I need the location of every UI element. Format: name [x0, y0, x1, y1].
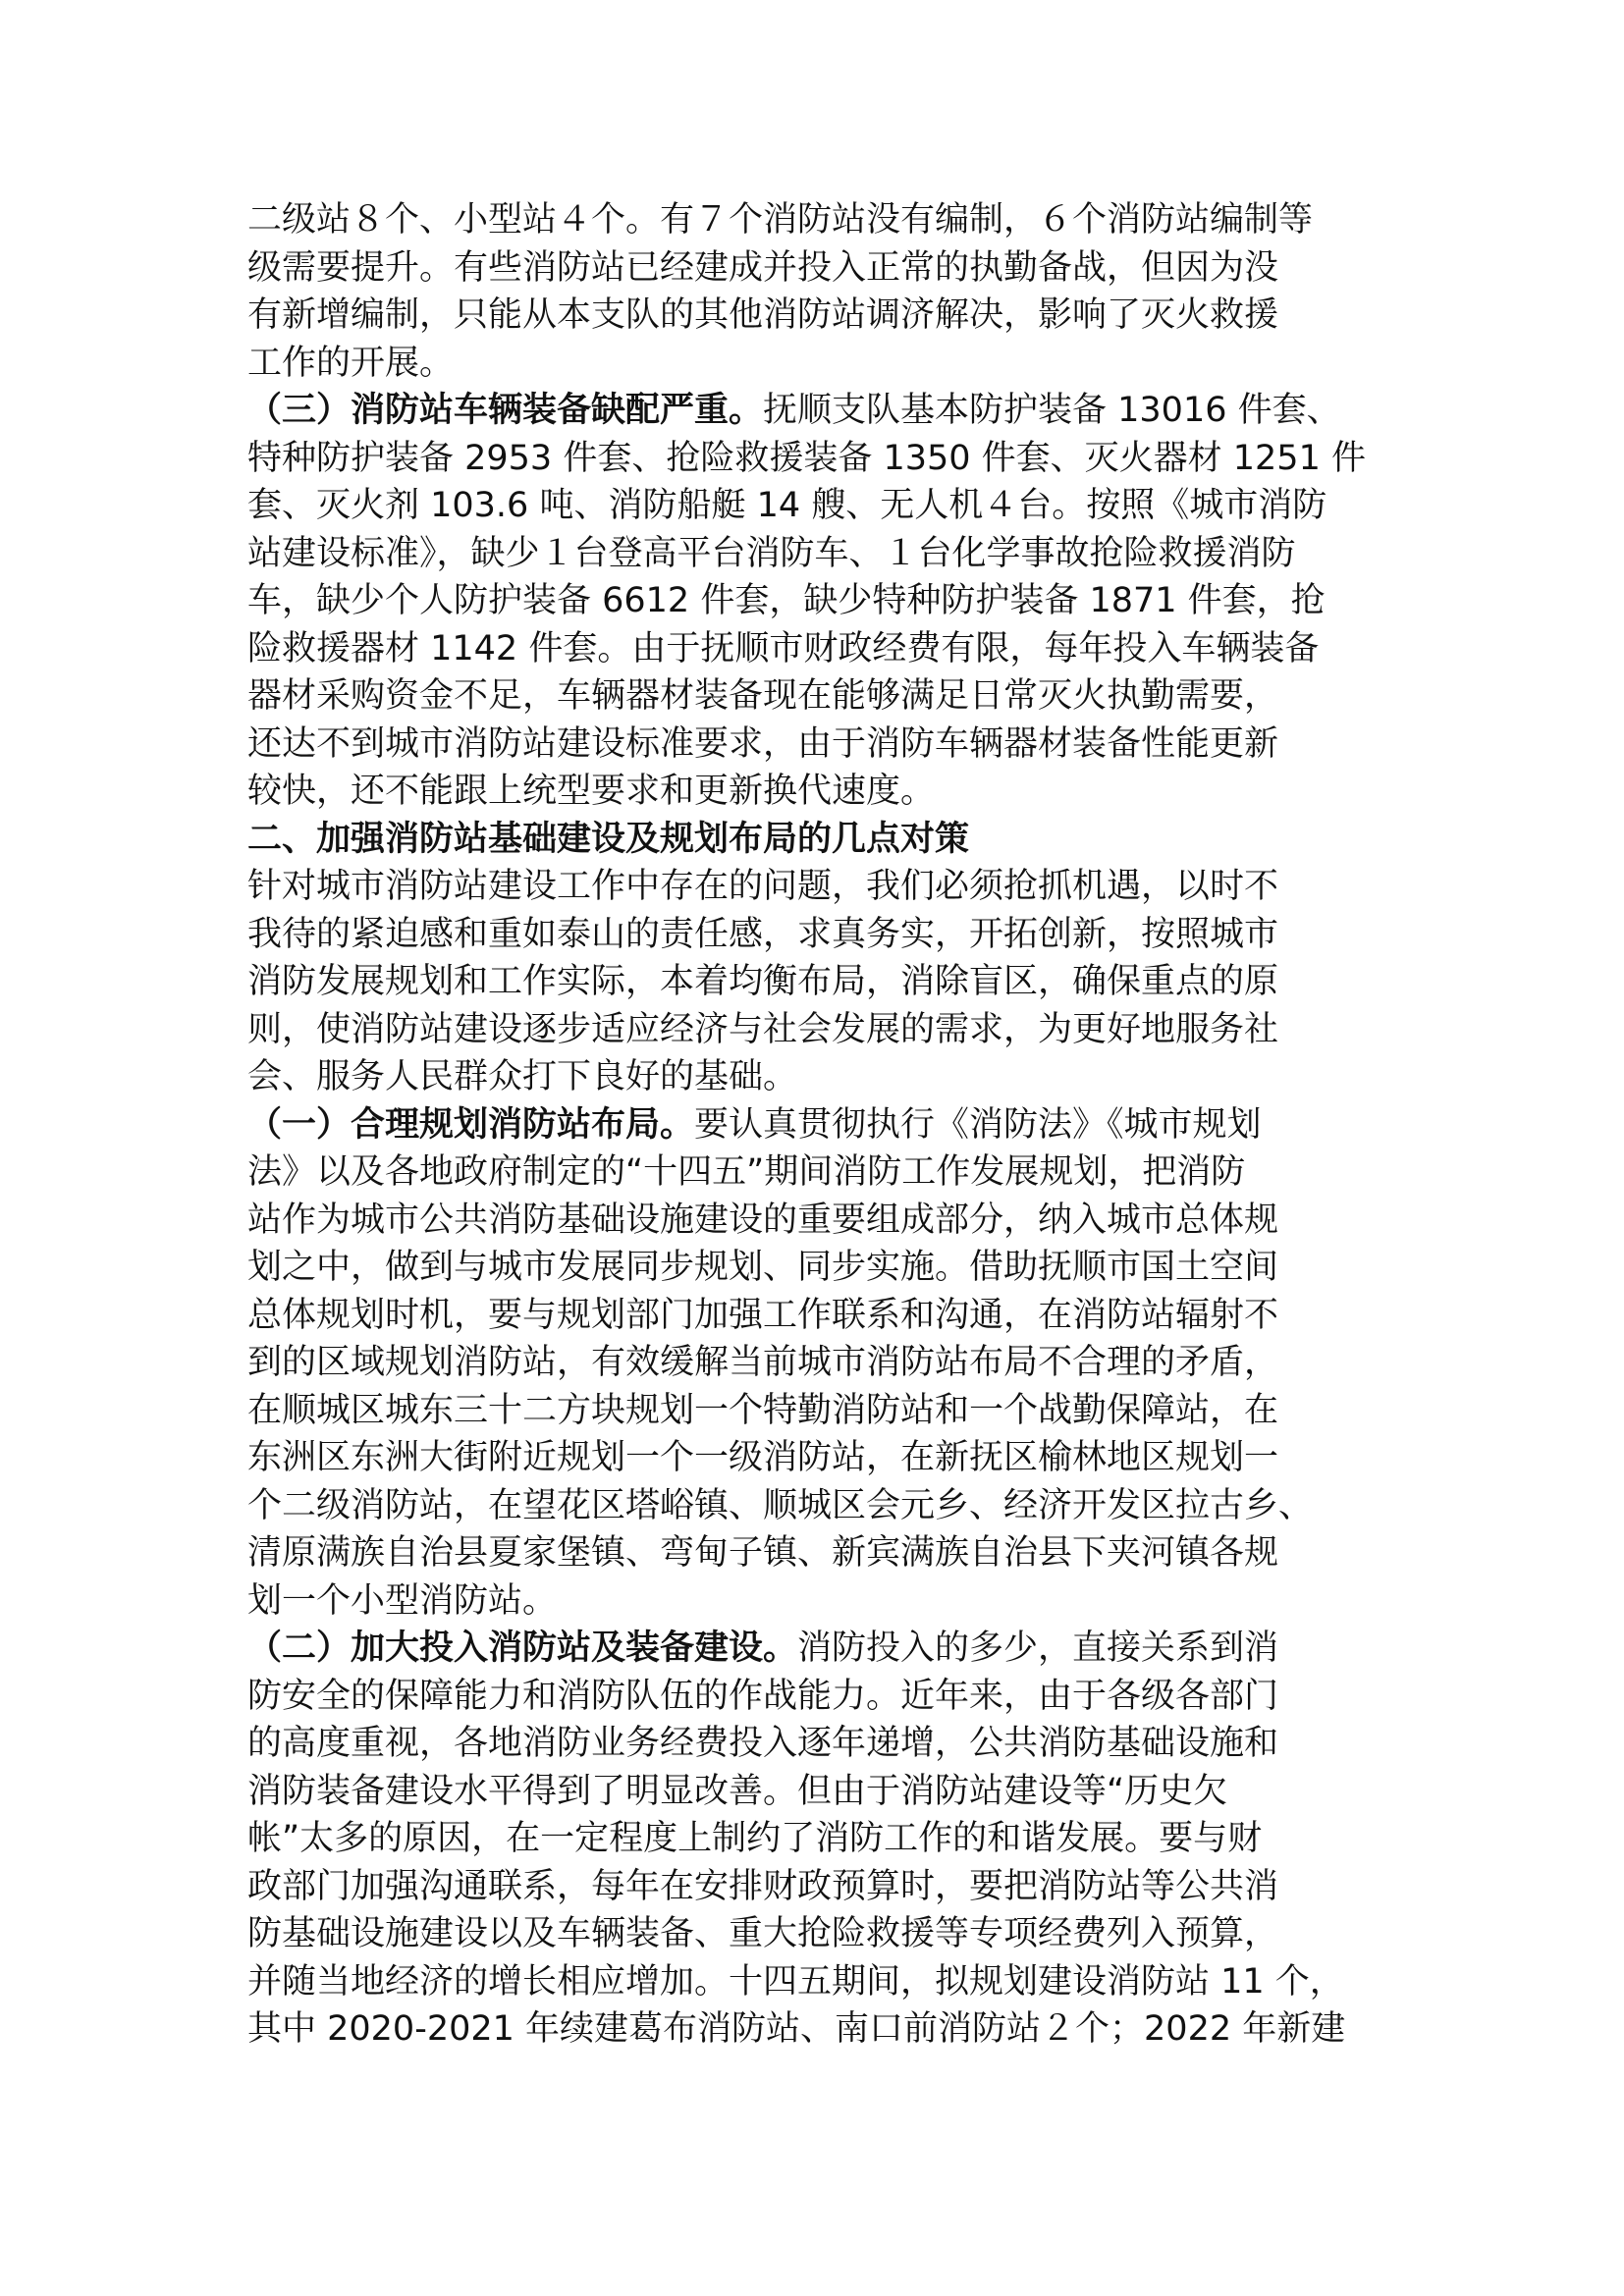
paragraph-text: 要认真贯彻执行《消防法》《城市规划 [694, 1104, 1262, 1145]
section-heading-2: （二）加大投入消防站及装备建设。 [247, 1629, 798, 1668]
text-line: 划一个小型消防站。 [247, 1580, 558, 1621]
paragraph-line [247, 1101, 1406, 1149]
text-line: 帐”太多的原因，在一定程度上制约了消防工作的和谐发展。要与财 [247, 1819, 1263, 1858]
text-line: 政部门加强沟通联系，每年在安排财政预算时，要把消防站等公共消 [247, 1866, 1279, 1906]
section-heading-3: （三）消防站车辆装备缺配严重。 [247, 391, 764, 430]
text-line: 个二级消防站，在望花区塔峪镇、顺城区会元乡、经济开发区拉古乡、 [247, 1485, 1314, 1525]
text-line: 防基础设施建设以及车辆装备、重大抢险救援等专项经费列入预算， [247, 1914, 1279, 1953]
text-line: 到的区域规划消防站，有效缓解当前城市消防站布局不合理的矛盾， [247, 1343, 1279, 1382]
text-line: 清原满族自治县夏家堡镇、弯甸子镇、新宾满族自治县下夹河镇各规 [247, 1533, 1279, 1573]
text-line: 法》以及各地政府制定的“十四五”期间消防工作发展规划，把消防 [247, 1152, 1246, 1192]
paragraph-text: 消防投入的多少，直接关系到消 [797, 1629, 1279, 1668]
text-line: 的高度重视，各地消防业务经费投入逐年递增，公共消防基础设施和 [247, 1724, 1279, 1763]
text-line: 特种防护装备 2953 件套、抢险救援装备 1350 件套、灭火器材 1251 件 [247, 438, 1366, 478]
text-line: 二级站８个、小型站４个。有７个消防站没有编制，６个消防站编制等 [247, 200, 1314, 240]
document-body [247, 196, 1406, 2054]
text-line: 在顺城区城东三十二方块规划一个特勤消防站和一个战勤保障站，在 [247, 1390, 1279, 1430]
text-line: 并随当地经济的增长相应增加。十四五期间，拟规划建设消防站 11 个， [247, 1961, 1344, 2002]
text-line: 站作为城市公共消防基础设施建设的重要组成部分，纳入城市总体规 [247, 1200, 1279, 1240]
text-line: 总体规划时机，要与规划部门加强工作联系和沟通，在消防站辐射不 [247, 1295, 1279, 1335]
text-line: 会、服务人民群众打下良好的基础。 [247, 1057, 798, 1096]
paragraph-line [247, 1625, 1406, 1673]
text-line: 险救援器材 1142 件套。由于抚顺市财政经费有限，每年投入车辆装备 [247, 628, 1320, 668]
text-line: 较快，还不能跟上统型要求和更新换代速度。 [247, 772, 936, 811]
text-line: 器材采购资金不足，车辆器材装备现在能够满足日常灭火执勤需要， [247, 676, 1279, 716]
text-line: 消防装备建设水平得到了明显改善。但由于消防站建设等“历史欠 [247, 1771, 1228, 1811]
text-line: 级需要提升。有些消防站已经建成并投入正常的执勤备战，但因为没 [247, 247, 1279, 288]
text-line: 消防发展规划和工作实际，本着均衡布局，消除盲区，确保重点的原 [247, 962, 1279, 1001]
section-heading-1: （一）合理规划消防站布局。 [247, 1104, 695, 1145]
text-line: 我待的紧迫感和重如泰山的责任感，求真务实，开拓创新，按照城市 [247, 914, 1279, 954]
section-title: 二、加强消防站基础建设及规划布局的几点对策 [247, 819, 970, 859]
text-line: 有新增编制，只能从本支队的其他消防站调济解决，影响了灭火救援 [247, 295, 1279, 335]
text-line: 站建设标准》，缺少１台登高平台消防车、１台化学事故抢险救援消防 [247, 533, 1296, 573]
text-line: 针对城市消防站建设工作中存在的问题，我们必须抢抓机遇，以时不 [247, 867, 1279, 906]
paragraph-line [247, 387, 1406, 435]
text-line: 划之中，做到与城市发展同步规划、同步实施。借助抚顺市国土空间 [247, 1248, 1279, 1287]
text-line: 东洲区东洲大街附近规划一个一级消防站，在新抚区榆林地区规划一 [247, 1438, 1279, 1477]
text-line: 还达不到城市消防站建设标准要求，由于消防车辆器材装备性能更新 [247, 723, 1279, 764]
text-line: 工作的开展。 [247, 343, 455, 383]
text-line: 则，使消防站建设逐步适应经济与社会发展的需求，为更好地服务社 [247, 1009, 1279, 1049]
paragraph-text: 抚顺支队基本防护装备 13016 件套、 [763, 391, 1341, 430]
text-line: 车，缺少个人防护装备 6612 件套，缺少特种防护装备 1871 件套，抢 [247, 581, 1326, 620]
text-line: 防安全的保障能力和消防队伍的作战能力。近年来，由于各级各部门 [247, 1676, 1279, 1716]
text-line: 其中 2020-2021 年续建葛布消防站、南口前消防站２个；2022 年新建 [247, 2009, 1346, 2049]
text-line: 套、灭火剂 103.6 吨、消防船艇 14 艘、无人机４台。按照《城市消防 [247, 486, 1327, 525]
